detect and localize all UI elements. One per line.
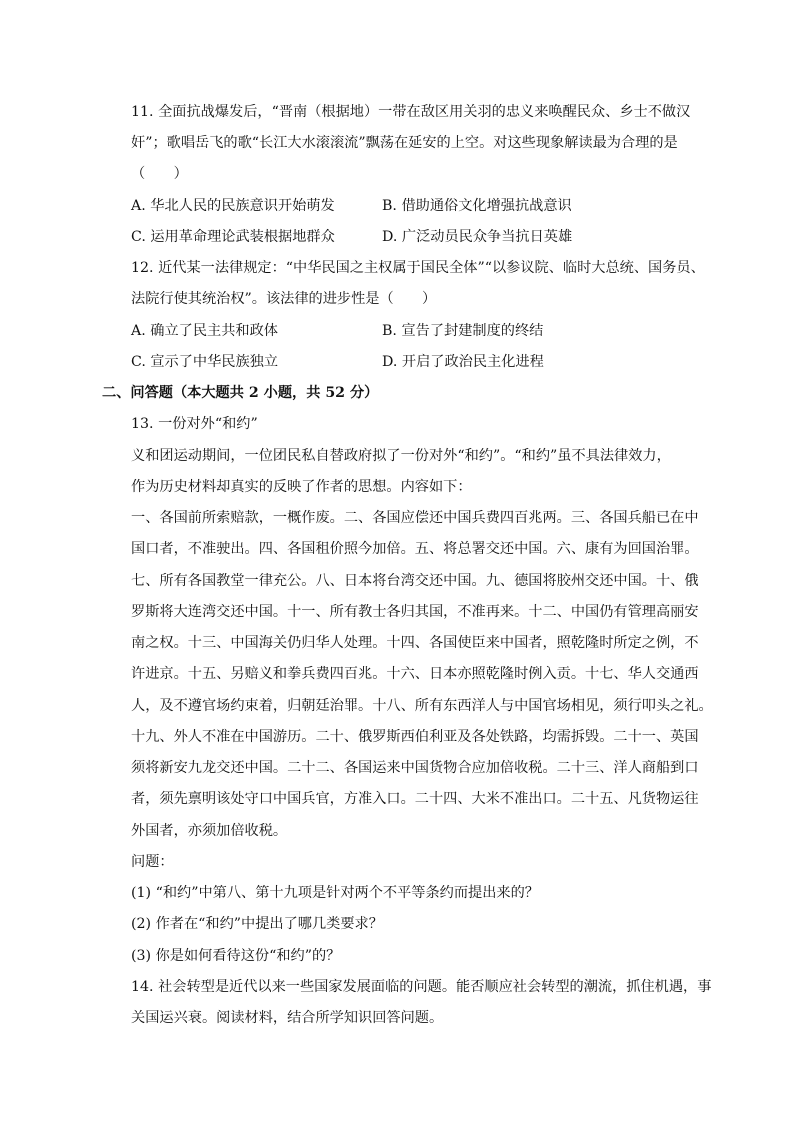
- q14-stem-line-1: 14. 社会转型是近代以来一些国家发展面临的问题。能否顺应社会转型的潮流，抓住机遇，事: [131, 979, 712, 995]
- q12-stem-line-1: 12. 近代某一法律规定：“中华民国之主权属于国民全体”“以参议院、临时大总统、国务员、: [131, 260, 705, 276]
- q12-option-d: D. 开启了政治民主化进程: [382, 354, 544, 370]
- q13-para-line-2: 作为历史材料却真实的反映了作者的思想。内容如下：: [131, 479, 472, 495]
- q12-option-c: C. 宣示了中华民族独立: [131, 354, 279, 370]
- q13-question-label: 问题：: [131, 854, 174, 870]
- q11-stem-line-1: 11. 全面抗战爆发后，“晋南（根据地）一带在敌区用关羽的忠义来唤醒民众、乡士不做汉: [131, 104, 691, 120]
- q11-option-c: C. 运用革命理论武装根据地群众: [131, 229, 335, 245]
- q12-option-b: B. 宣告了封建制度的终结: [382, 323, 544, 339]
- q11-stem-line-3: （ ）: [131, 166, 188, 182]
- q11-option-a: A. 华北人民的民族意识开始萌发: [131, 198, 335, 214]
- q13-para-line-5: 七、所有各国教堂一律充公。八、日本将台湾交还中国。九、德国将胶州交还中国。十、俄: [131, 573, 699, 589]
- q13-para-line-7: 南之权。十三、中国海关仍归华人处理。十四、各国使臣来中国者，照乾隆时所定之例，不: [131, 635, 699, 651]
- q13-para-line-4: 国口者，不准驶出。四、各国租价照今加倍。五、将总署交还中国。六、康有为回国治罪。: [131, 541, 699, 557]
- q13-sub-question-3: (3) 你是如何看待这份“和约”的？: [131, 948, 341, 964]
- q13-sub-question-1: (1) “和约”中第八、第十九项是针对两个不平等条约而提出来的？: [131, 885, 539, 901]
- q13-title: 13. 一份对外“和约”: [131, 416, 258, 432]
- q13-para-line-10: 十九、外人不准在中国游历。二十、俄罗斯西伯利亚及各处铁路，均需拆毁。二十一、英国: [131, 729, 699, 745]
- q14-stem-line-2: 关国运兴衰。阅读材料，结合所学知识回答问题。: [131, 1010, 444, 1026]
- q13-para-line-8: 许进京。十五、另赔义和拳兵费四百兆。十六、日本亦照乾隆时例入贡。十七、华人交通西: [131, 666, 699, 682]
- q13-para-line-3: 一、各国前所索赔款，一概作废。二、各国应偿还中国兵费四百兆两。三、各国兵船已在中: [131, 510, 699, 526]
- q12-stem-line-2: 法院行使其统治权”。该法律的进步性是（ ）: [131, 291, 437, 307]
- q11-option-b: B. 借助通俗文化增强抗战意识: [382, 198, 572, 214]
- q11-option-d: D. 广泛动员民众争当抗日英雄: [382, 229, 573, 245]
- q13-para-line-1: 义和团运动期间，一位团民私自替政府拟了一份对外“和约”。“和约”虽不具法律效力，: [131, 448, 671, 464]
- q13-para-line-11: 须将新安九龙交还中国。二十二、各国运来中国货物合应加倍收税。二十三、洋人商船到口: [131, 760, 699, 776]
- section-2-heading: 二、问答题（本大题共 2 小题，共 52 分）: [102, 385, 379, 401]
- q13-para-line-6: 罗斯将大连湾交还中国。十一、所有教士各归其国，不准再来。十二、中国仍有管理高丽安: [131, 604, 699, 620]
- q13-para-line-12: 者，须先禀明该处守口中国兵官，方准入口。二十四、大米不准出口。二十五、凡货物运往: [131, 791, 699, 807]
- q13-sub-question-2: (2) 作者在“和约”中提出了哪几类要求？: [131, 916, 383, 932]
- q13-para-line-9: 人，及不遵官场约束着，归朝廷治罪。十八、所有东西洋人与中国官场相见，须行叩头之礼。: [131, 698, 713, 714]
- q12-option-a: A. 确立了民主共和政体: [131, 323, 278, 339]
- q13-para-line-13: 外国者，亦须加倍收税。: [131, 823, 288, 839]
- q11-stem-line-2: 奸”；歌唱岳飞的歌“长江大水滚滚流”飘荡在延安的上空。对这些现象解读最为合理的是: [131, 135, 678, 151]
